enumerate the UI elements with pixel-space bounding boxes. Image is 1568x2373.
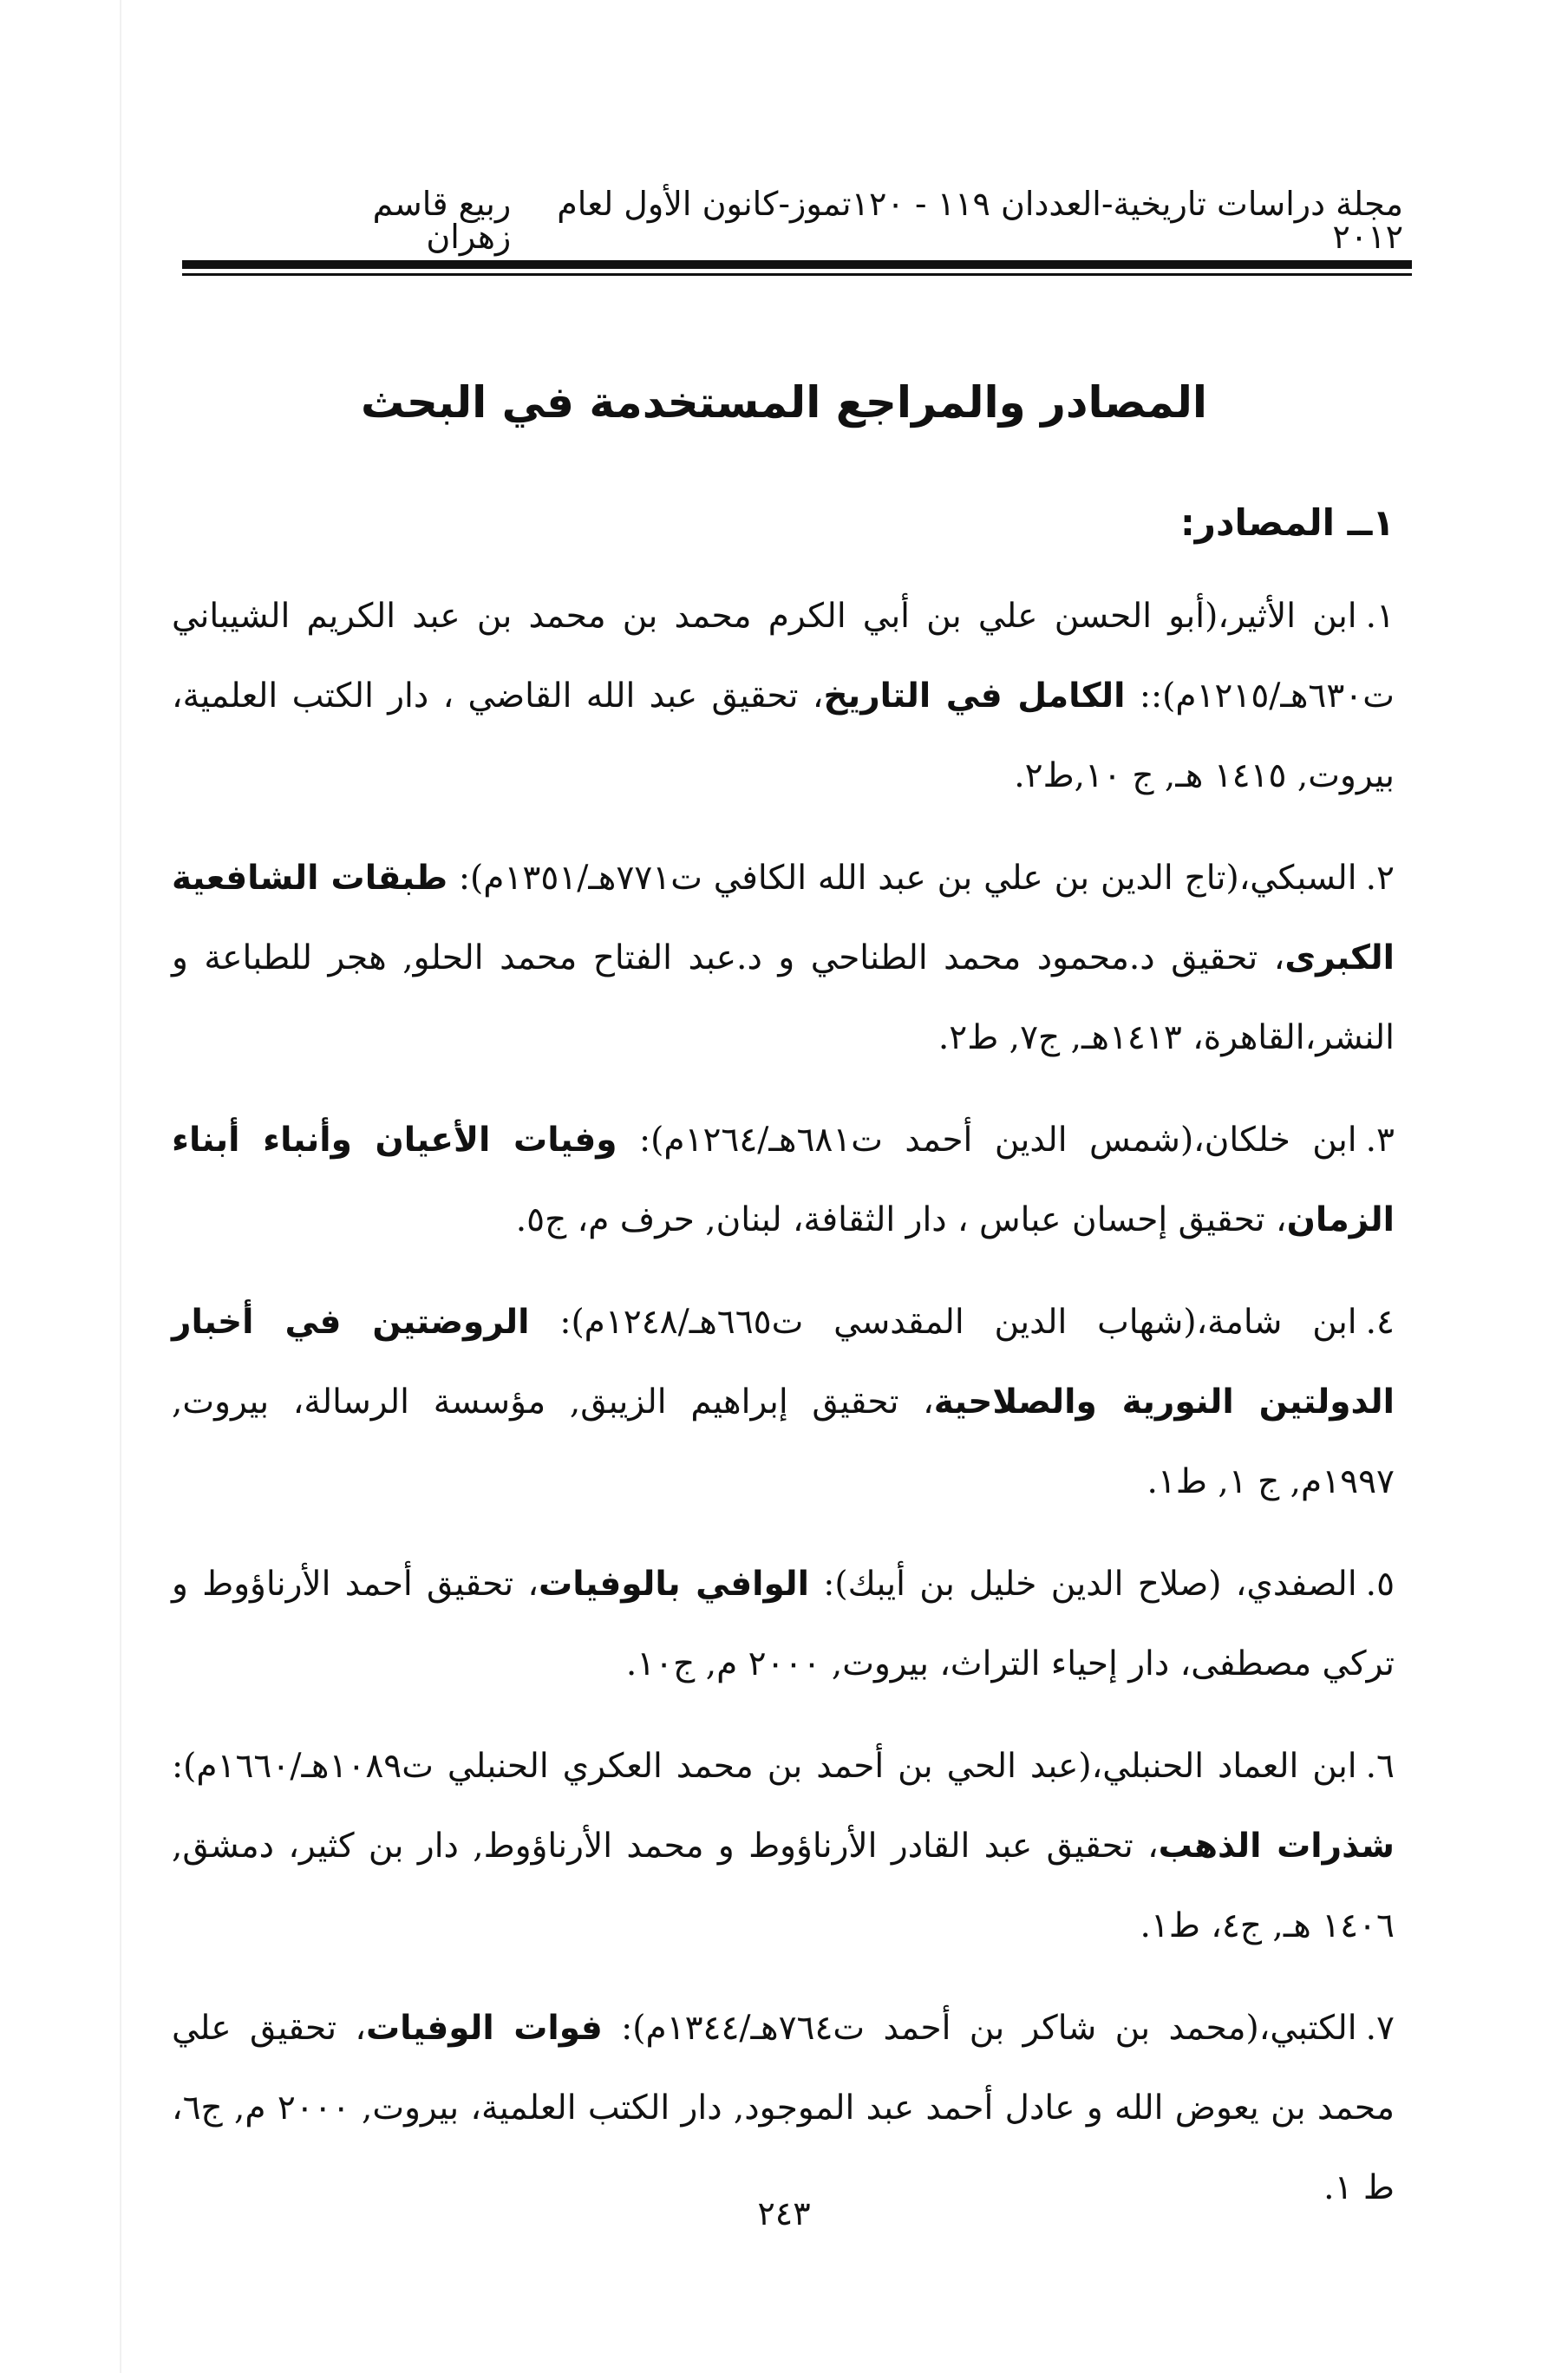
reference-details: ، تحقيق عبد الله القاضي ، دار الكتب العلمية، بيروت, ١٤١٥ هـ, ج ١٠,ط٢. (172, 677, 1395, 795)
reference-title: وفيات الأعيان وأنباء أبناء الزمان (172, 1121, 1395, 1239)
reference-number: ٧. (1365, 2009, 1395, 2048)
reference-number: ٤. (1365, 1303, 1395, 1342)
reference-number: ٢. (1365, 859, 1395, 898)
reference-number: ١. (1365, 597, 1395, 636)
reference-list (172, 577, 1395, 2251)
reference-details: ، تحقيق عبد القادر الأرناؤوط و محمد الأرناؤوط, دار بن كثير، دمشق, ١٤٠٦ هـ, ج٤، ط١. (172, 1827, 1395, 1945)
section-heading: ١ــ المصادر: (1180, 501, 1395, 544)
reference-item (172, 1545, 1395, 1704)
reference-item (172, 1727, 1395, 1966)
header-rule-thin (182, 273, 1412, 276)
reference-author: ابن العماد الحنبلي،(عبد الحي بن أحمد بن محمد العكري الحنبلي ت١٠٨٩هـ/١٦٦٠م): (172, 1747, 1357, 1786)
reference-item (172, 1989, 1395, 2228)
reference-author: الصفدي، (صلاح الدين خليل بن أيبك): (808, 1565, 1357, 1604)
reference-title: الروضتين في أخبار الدولتين النورية والصلاحية (172, 1303, 1395, 1422)
running-header (286, 185, 1403, 256)
reference-number: ٥. (1365, 1565, 1395, 1604)
reference-number: ٣. (1365, 1121, 1395, 1160)
scan-edge-line (120, 0, 121, 2373)
reference-details: ، تحقيق د.محمود محمد الطناحي و د.عبد الفتاح محمد الحلو, هجر للطباعة و النشر،القاهرة، ١٤١٣هـ, ج٧, ط٢. (172, 938, 1395, 1057)
reference-author: ابن خلكان،(شمس الدين أحمد ت٦٨١هـ/١٢٦٤م): (617, 1121, 1357, 1160)
reference-author: ابن الأثير،(أبو الحسن علي بن أبي الكرم محمد بن محمد بن عبد الكريم الشيباني ت٦٣٠هـ/١٢١٥م):: (172, 597, 1395, 716)
reference-title: فوات الوفيات (365, 2009, 603, 2048)
reference-title: الكامل في التاريخ (823, 677, 1126, 716)
reference-details: ، تحقيق إبراهيم الزيبق, مؤسسة الرسالة، بيروت, ١٩٩٧م, ج ١, ط١. (172, 1383, 1395, 1501)
author-name: ربيع قاسم زهران (372, 185, 512, 256)
page-title: المصادر والمراجع المستخدمة في البحث (360, 377, 1208, 428)
reference-title: طبقات الشافعية الكبرى (172, 859, 1395, 977)
reference-details: ، تحقيق أحمد الأرناؤوط و تركي مصطفى، دار إحياء التراث، بيروت, ٢٠٠٠ م, ج١٠. (172, 1565, 1395, 1683)
reference-details: ، تحقيق إحسان عباس ، دار الثقافة، لبنان, حرف م، ج٥. (515, 1200, 1287, 1239)
reference-title: شذرات الذهب (1158, 1827, 1395, 1866)
reference-author: السبكي،(تاج الدين بن علي بن عبد الله الكافي ت٧٧١هـ/١٣٥١م): (448, 859, 1357, 898)
reference-item (172, 839, 1395, 1078)
journal-info: مجلة دراسات تاريخية-العددان ١١٩ - ١٢٠تموز-كانون الأول لعام ٢٠١٢ (557, 185, 1403, 256)
reference-item (172, 577, 1395, 816)
reference-item (172, 1283, 1395, 1522)
reference-title: الوافي بالوفيات (539, 1565, 809, 1604)
reference-author: ابن شامة،(شهاب الدين المقدسي ت٦٦٥هـ/١٢٤٨م): (529, 1303, 1357, 1342)
reference-author: الكتبي،(محمد بن شاكر بن أحمد ت٧٦٤هـ/١٣٤٤م): (602, 2009, 1357, 2048)
reference-number: ٦. (1365, 1747, 1395, 1786)
reference-item (172, 1101, 1395, 1260)
reference-details: ، تحقيق علي محمد بن يعوض الله و عادل أحمد عبد الموجود, دار الكتب العلمية، بيروت, ٢٠٠٠ م, ج٦، ط ١. (172, 2009, 1395, 2207)
page-number: ٢٤٣ (757, 2194, 811, 2232)
header-rule-thick (182, 260, 1412, 269)
